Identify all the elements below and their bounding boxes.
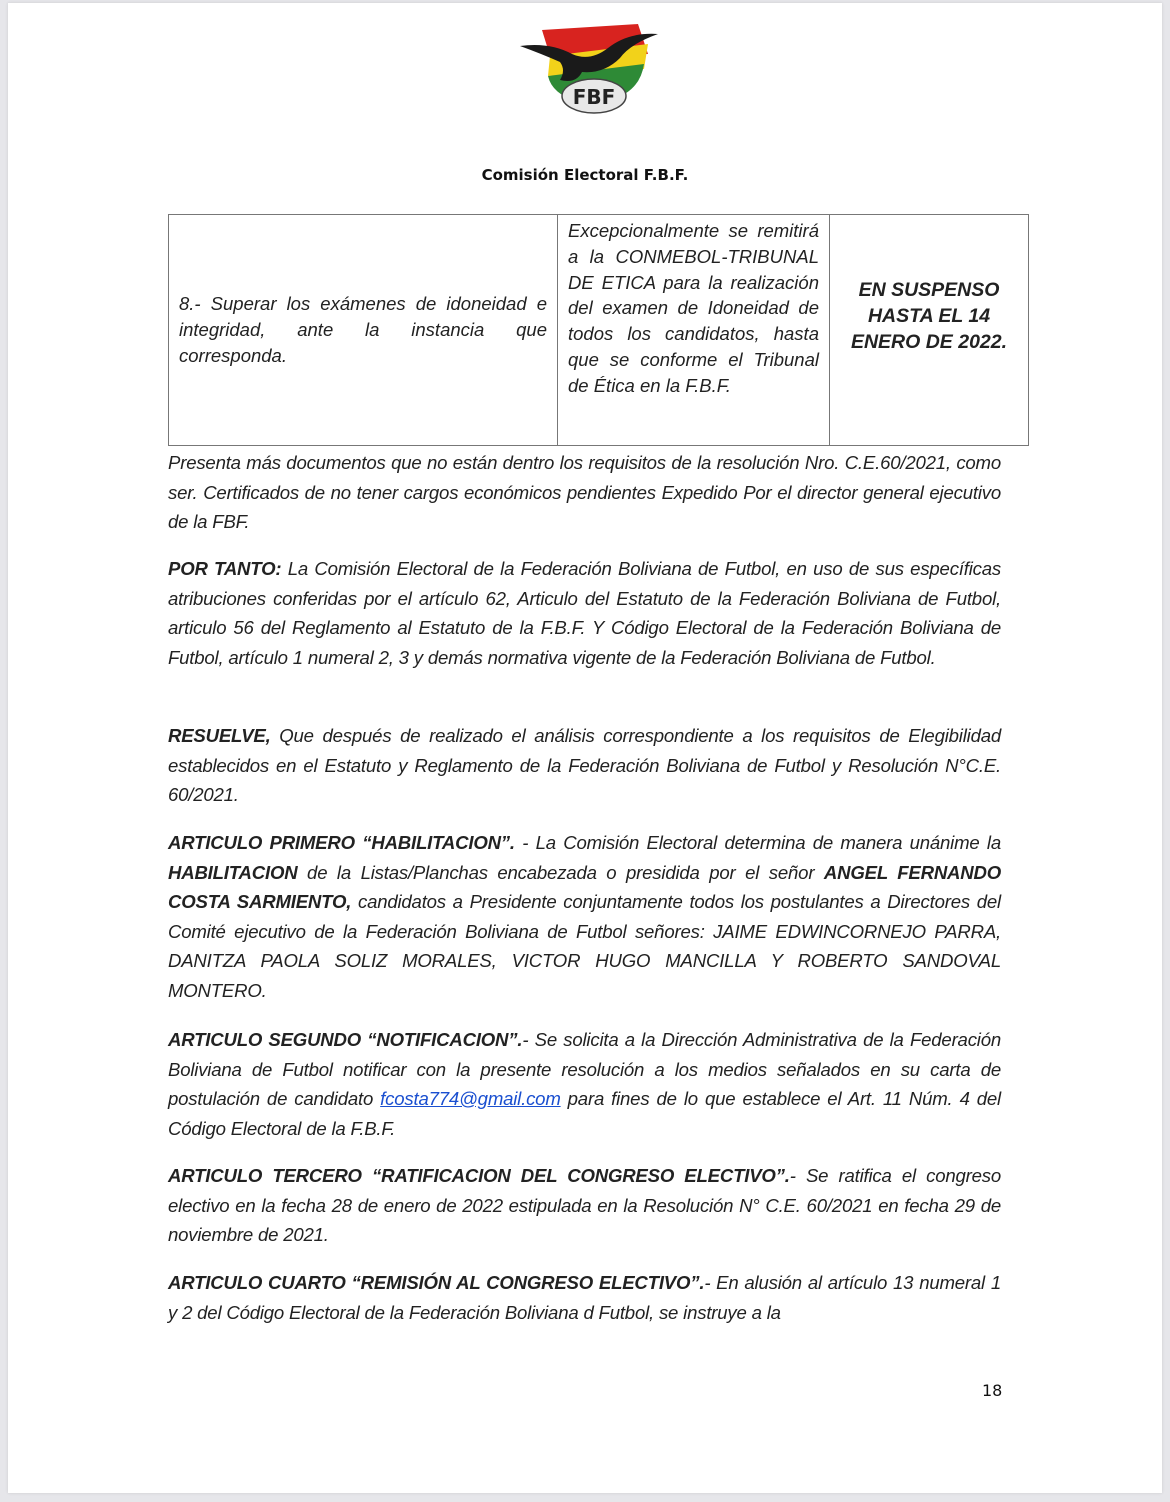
paragraph-text: La Comisión Electoral de la Federación Boliviana de Futbol, en uso de sus específicas atribuciones conferidas por el artículo 62, Articulo del Estatuto de la Federación Boliviana de Futbol, articulo 56 del Reglamento al Estatuto de la F.B.F. Y Código Electoral de la Federación Boliviana de Futbol, artículo 1 numeral 2, 3 y demás normativa vigente de la Federación Boliviana de Futbol.: [168, 558, 1001, 668]
fbf-logo-icon: [520, 14, 660, 114]
paragraph-text: de la Listas/Planchas encabezada o presidida por el señor: [297, 861, 824, 883]
paragraph-text: Que después de realizado el análisis correspondiente a los requisitos de Elegibilidad establecidos en el Estatuto y Reglamento de la Federación Boliviana de Futbol y Resolución N°C.E. 60/2021.: [168, 725, 1001, 805]
article-cuarto: [168, 1268, 1001, 1327]
paragraph-text: - La Comisión Electoral determina de manera unánime la: [514, 832, 1001, 853]
paragraph-text: - Se ratifica el congreso electivo en la fecha 28 de enero de 2022 estipulada en la Resolución N° C.E. 60/2021 en fecha 29 de noviembre de 2021.: [168, 1165, 1001, 1245]
paragraph-text: Presenta más documentos que no están dentro los requisitos de la resolución Nro. C.E.60/2021, como ser. Certificados de no tener cargos económicos pendientes Expedido Por el director general ejecutivo de la FBF.: [168, 452, 1001, 532]
paragraph-text: para fines de lo que establece el Art. 11 Núm. 4 del Código Electoral de la F.B.F.: [168, 1088, 1001, 1139]
status-cell: EN SUSPENSO HASTA EL 14 ENERO DE 2022.: [830, 215, 1029, 446]
habilitacion-emphasis: HABILITACION: [168, 861, 298, 883]
paragraph-text: candidatos a Presidente conjuntamente todos los postulantes a Directores del Comité ejecutivo de la Federación Boliviana de Futbol señores: JAIME EDWINCORNEJO PARRA, DANITZA PAOLA SOLIZ MORALES, VICTOR HUGO MANCILLA Y ROBERTO SANDOVAL MONTERO.: [168, 891, 1001, 1001]
table-row: [169, 215, 1029, 446]
paragraph-por-tanto: [168, 554, 1001, 672]
article-heading: ARTICULO SEGUNDO “NOTIFICACION”.: [168, 1029, 523, 1050]
document-header-title: Comisión Electoral F.B.F.: [481, 166, 689, 184]
candidate-name: ANGEL FERNANDO COSTA SARMIENTO,: [168, 861, 1001, 912]
observation-cell: Excepcionalmente se remitirá a la CONMEBOL-TRIBUNAL DE ETICA para la realización del examen de Idoneidad de todos los candidatos, hasta que se conforme el Tribunal de Ética en la F.B.F.: [558, 215, 830, 446]
paragraph-documents: [168, 448, 1001, 537]
email-link[interactable]: fcosta774@gmail.com: [380, 1088, 561, 1109]
logo-text: FBF: [572, 85, 616, 109]
article-heading: ARTICULO CUARTO “REMISIÓN AL CONGRESO ELECTIVO”.: [168, 1272, 705, 1293]
article-tercero: [168, 1161, 1001, 1250]
paragraph-resuelve: [168, 721, 1001, 810]
article-primero: [168, 828, 1001, 1005]
paragraph-text: - Se solicita a la Dirección Administrativa de la Federación Boliviana de Futbol notificar con la presente resolución a los medios señalados en su carta de postulación de candidato: [168, 1029, 1002, 1109]
article-segundo: [168, 1025, 1001, 1143]
paragraph-lead: RESUELVE,: [168, 725, 271, 746]
paragraph-text: - En alusión al artículo 13 numeral 1 y 2 del Código Electoral de la Federación Boliviana d Futbol, se instruye a la: [168, 1272, 1001, 1323]
article-heading: ARTICULO PRIMERO “HABILITACION”.: [168, 832, 515, 853]
article-heading: ARTICULO TERCERO “RATIFICACION DEL CONGRESO ELECTIVO”.: [168, 1165, 790, 1186]
requirements-table: [168, 214, 1029, 446]
paragraph-lead: POR TANTO:: [168, 558, 282, 579]
requirement-cell: 8.- Superar los exámenes de idoneidad e integridad, ante la instancia que corresponda.: [169, 215, 558, 446]
page-number: 18: [982, 1381, 1003, 1400]
